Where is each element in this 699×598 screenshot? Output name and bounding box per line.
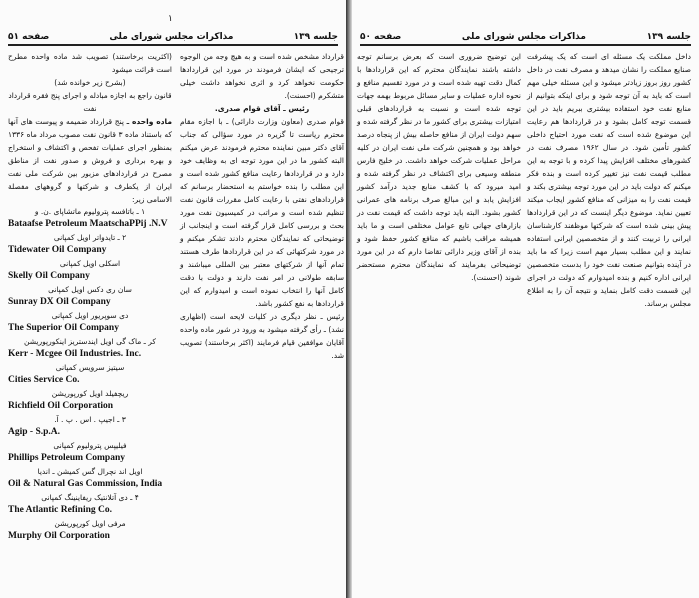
paragraph: قرارداد مشخص شده است و به هیچ وجه من الوجوه ترجیحی که ایشان فرمودند در مورد این قراردادها حکومت نخواهد کرد و اثری نخواهد داشت خیلی متشکرم (احسنت). <box>180 52 344 100</box>
page-number: صفحه ۵۰ <box>360 32 402 42</box>
company-name-persian: فیلیپس پترولیوم کمپانی <box>53 441 127 450</box>
law-title: قانون راجع به اجازه مبادله و اجرای پنج فقره قرارداد نفت <box>8 91 172 113</box>
company-name-persian: ۲ ـ تایدواتر اویل کمپانی <box>53 233 127 242</box>
text-column-left <box>8 50 172 544</box>
paragraph: رئیس ـ نظر دیگری در کلیات لایحه است (اظهاری نشد) ـ رأی گرفته میشود به ورود در شور ماده واحده آقایان موافقین قیام فرمایند (اکثر برخاستند) تصویب شد. <box>180 312 344 360</box>
text-column-right <box>527 50 691 310</box>
session-number: جلسه ۱۳۹ <box>646 32 691 42</box>
article <box>8 115 172 206</box>
page-header <box>8 30 338 46</box>
page-number: صفحه ۵۱ <box>8 32 50 42</box>
company-name-persian: سان ری دکس اویل کمپانی <box>48 285 132 294</box>
paragraph: این توضیح ضروری است که بعرض برسانم توجه داشته باشند نمایندگان محترم که این قراردادها با کمال دقت تهیه شده است و در مورد تقسیم منافع و نحوه اداره عملیات و سایر مسائل مربوط بهمه جهات توجه شده است و نسبت به قراردادهای قبلی امتیازات بیشتری برای کشور ما در نظر گرفته شده و سهم دولت ایران از منافع حاصله بیش از پنجاه درصد خواهد بود و همچنین شرکت ملی نفت ایران در کلیه مراحل عملیات شرکت خواهد داشت. در خلیج فارس منطقه وسیعی برای اکتشاف در نظر گرفته شده و امید میرود که با کشف منابع جدید درآمد کشور افزایش یابد و این مبالغ صرف برنامه های عمرانی کشور بشود. البته باید توجه داشت که قیمت نفت در بازارهای جهانی تابع عوامل مختلفی است و ما باید همیشه مراقب باشیم که منافع کشور حفظ شود و بنده از آقای وزیر دارائی تقاضا دارم که در این مورد توضیحاتی بفرمایند که نمایندگان محترم مستحضر شوند (احسنت). <box>357 52 521 282</box>
company-name-persian: ۱ ـ باتافسه پترولیوم ماتشاپای .ن. و <box>34 207 146 216</box>
page-header <box>360 30 691 46</box>
company-name-persian: اویل اند نچرال گس کمیشن ـ اندیا <box>37 467 143 476</box>
company-name-english: Tidewater Oil Company <box>8 245 107 255</box>
company-name-persian: دی سوپریور اویل کمپانی <box>51 311 129 320</box>
company-name-persian: ۳ ـ اجیپ . اس . پ . آ. <box>54 415 126 424</box>
header-title: مذاکرات مجلس شورای ملی <box>109 32 234 42</box>
paragraph: قوام صدری (معاون وزارت دارائی) ـ با اجازه مقام محترم ریاست تا گزیره در مورد سؤالی که جناب آقای دکتر مبین نماینده محترم فرمودند عرض میکنم البته کشور ما در این مورد توجه ای به وظایف خود دارد و در قراردادها رعایت منافع کشور شده است و این مطلب را بنده خواستم به استحضار برسانم که قراردادهای نفتی با رعایت کامل مقررات قانون نفت تنظیم شده است و مراتب در کمیسیون نفت مورد بحث و بررسی کامل قرار گرفته است و اینجانب از توضیحاتی که نمایندگان محترم دادند تشکر میکنم و در مورد شرکتهائی که در این قراردادها طرف هستند تمام آنها از شرکتهای معتبر بین المللی میباشند و سابقه طولانی در امر نفت دارند و دولت با دقت کامل آنها را انتخاب نموده است و امیدوارم که این قراردادها به نفع کشور باشد. <box>180 117 344 308</box>
company-name-persian: ۴ ـ دی آتلانتیک ریفاینینگ کمپانی <box>41 493 139 502</box>
company-name-english: Kerr - Mcgee Oil Industries. Inc. <box>8 349 142 359</box>
company-name-english: Murphy Oil Corporation <box>8 531 110 541</box>
company-name-english: Phillips Petroleum Company <box>8 453 125 463</box>
paragraph: (اکثریت برخاستند) تصویب شد ماده واحده مطرح است قرائت میشود <box>8 52 172 74</box>
session-number: جلسه ۱۳۹ <box>293 32 338 42</box>
text-column-right <box>180 50 344 362</box>
page-mark: ۱ <box>168 14 173 24</box>
company-name-persian: ریچفیلد اویل کورپوریشن <box>51 389 129 398</box>
company-name-english: Skelly Oil Company <box>8 271 90 281</box>
left-page <box>0 0 346 598</box>
company-name-english: Agip - S.p.A. <box>8 427 60 437</box>
company-name-persian: مرفی اویل کورپوریشن <box>54 519 126 528</box>
company-list <box>8 206 172 542</box>
company-name-english: Bataafse Petroleum MaatschaPPij .N.V <box>8 219 168 229</box>
header-title: مذاکرات مجلس شورای ملی <box>461 32 586 42</box>
text-column-left <box>357 50 521 284</box>
company-name-persian: کر ـ ماک گی اویل ایندستریز اینکورپوریشن <box>24 337 156 346</box>
article-label: ماده واحده ـ <box>126 117 172 126</box>
company-name-english: Sunray DX Oil Company <box>8 297 111 307</box>
paragraph: رئیس ـ آقای قوام صدری. <box>214 104 310 113</box>
company-name-persian: سیتیز سرویس کمپانی <box>55 363 125 372</box>
company-name-persian: اسکلی اویل کمپانی <box>59 259 121 268</box>
right-page <box>352 0 699 598</box>
article-text: پنج قرارداد ضمیمه و پیوست های آنها که باستناد ماده ۳ قانون نفت مصوب مرداد ماه ۱۳۳۶ بمنظور اجرای عملیات تفحص و اکتشاف و استخراج و بهره برداری و فروش و صدور نفت از مناطق مصرح در قراردادهای مزبور بین شرکت ملی نفت ایران از یکطرف و شرکتها و گروههای مفصلة الاسامی زیر: <box>8 117 172 204</box>
company-name-english: Oil & Natural Gas Commission, India <box>8 479 163 489</box>
read-note: (بشرح زیر خوانده شد) <box>54 78 126 87</box>
company-name-english: Cities Service Co. <box>8 375 80 385</box>
company-name-english: Richfield Oil Corporation <box>8 401 114 411</box>
company-name-english: The Atlantic Refining Co. <box>8 505 112 515</box>
paragraph: داخل مملکت یک مسئله ای است که یک پیشرفت صنایع مملکت را نشان میدهد و مصرف نفت در داخل کشور روز بروز زیادتر میشود و این مسئله خیلی مهم است که باید به آن توجه شود و برای اینکه بتوانیم از منابع نفت خود استفاده بیشتری ببریم باید در این قسمت توجه کامل بشود و در قراردادها هم رعایت این موضوع شده است که نفت مورد احتیاج داخلی کشور تأمین شود. در سال ۱۹۶۲ مصرف نفت در کشورهای مختلف افزایش پیدا کرده و با توجه به این مطلب قیمت نفت نیز تغییر کرده است و بنده فکر میکنم که دولت باید در این مورد توجه بیشتری بکند و قیمت نفت را به میزانی که منافع کشور ایجاب میکند تعیین نماید. موضوع دیگر اینست که در این قراردادها پیش بینی شده است که شرکتها موظفند کارشناسان ایرانی را تربیت کنند و از متخصصین ایرانی استفاده نمایند و این مطلب بسیار مهم است زیرا که ما باید در آینده بتوانیم صنعت نفت خود را بدست متخصصین ایرانی اداره کنیم و بنده امیدوارم که دولت در اجرای این قسمت دقت کامل بنماید و نتیجه آن را به اطلاع مجلس برساند. <box>527 52 691 308</box>
company-name-english: The Superior Oil Company <box>8 323 119 333</box>
